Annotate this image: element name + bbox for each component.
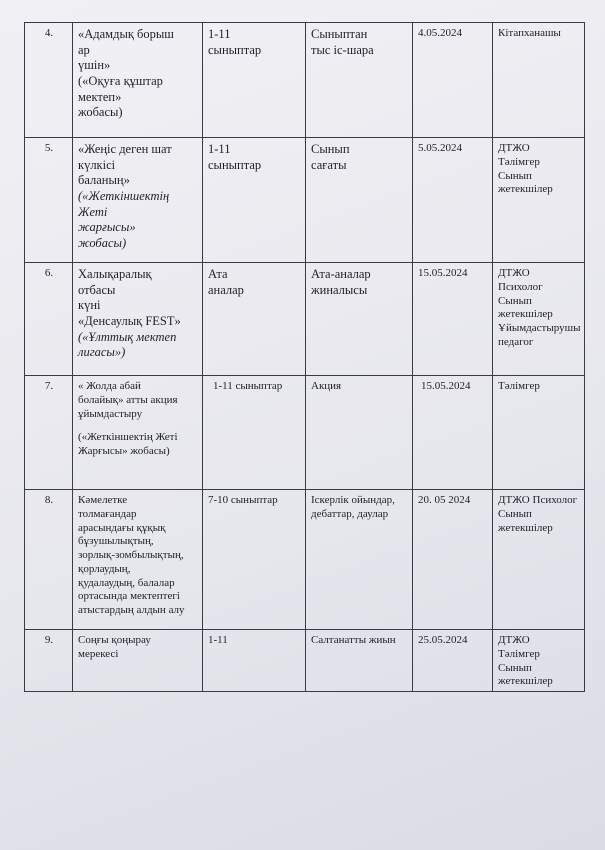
event-date: 20. 05 2024 xyxy=(413,490,493,630)
participants: 1-11 сыныптар xyxy=(203,376,306,490)
event-cell xyxy=(73,138,203,263)
table-row xyxy=(25,630,585,692)
event-name: Халықаралық отбасы күні «Денсаулық FEST» xyxy=(78,267,181,328)
participants: 1-11 сыныптар xyxy=(203,23,306,138)
responsible: Тәлімгер xyxy=(493,376,585,490)
row-number: 9. xyxy=(25,630,73,692)
event-date: 25.05.2024 xyxy=(413,630,493,692)
event-date: 15.05.2024 xyxy=(413,263,493,376)
event-form: Сынып сағаты xyxy=(306,138,413,263)
event-form: Салтанатты жиын xyxy=(306,630,413,692)
responsible: ДТЖО Тәлімгер Сынып жетекшілер xyxy=(493,138,585,263)
event-date: 4.05.2024 xyxy=(413,23,493,138)
row-number: 6. xyxy=(25,263,73,376)
event-name: « Жолда абай болайық» атты акция ұйымдастыру xyxy=(78,380,178,420)
participants: 1-11 xyxy=(203,630,306,692)
event-project: («Ұлттық мектеп лигасы») xyxy=(78,329,177,360)
row-number: 4. xyxy=(25,23,73,138)
table-row xyxy=(25,263,585,376)
table-row xyxy=(25,138,585,263)
responsible: ДТЖО Психолог Сынып жетекшілер xyxy=(493,490,585,630)
table-row xyxy=(25,376,585,490)
event-form: Акция xyxy=(306,376,413,490)
event-name: Кәмелетке толмағандар арасындағы құқық бұзушылықтың, зорлық-зомбылықтың, қорлаудың, қудалаудың, балалар ортасында мектептегі атыстардың алдын алу xyxy=(73,490,203,630)
event-date: 5.05.2024 xyxy=(413,138,493,263)
table-row xyxy=(25,490,585,630)
responsible: Кітапханашы xyxy=(493,23,585,138)
participants: 7-10 сыныптар xyxy=(203,490,306,630)
table-row xyxy=(25,23,585,138)
event-cell xyxy=(73,376,203,490)
event-date: 15.05.2024 xyxy=(413,376,493,490)
event-name: «Жеңіс деген шат күлкісі баланың» xyxy=(78,142,172,188)
row-number: 5. xyxy=(25,138,73,263)
event-project: («Жеткіншектің Жеті жарғысы» жобасы) xyxy=(78,188,170,250)
event-project: («Жеткіншектің Жеті Жарғысы» жобасы) xyxy=(78,431,178,457)
event-cell xyxy=(73,263,203,376)
event-form: Сыныптан тыс іс-шара xyxy=(306,23,413,138)
event-form: Ата-аналар жиналысы xyxy=(306,263,413,376)
event-form: Іскерлік ойындар, дебаттар, даулар xyxy=(306,490,413,630)
participants: Ата аналар xyxy=(203,263,306,376)
responsible: ДТЖО Тәлімгер Сынып жетекшілер xyxy=(493,630,585,692)
events-plan-table xyxy=(24,22,585,692)
row-number: 8. xyxy=(25,490,73,630)
row-number: 7. xyxy=(25,376,73,490)
participants: 1-11 сыныптар xyxy=(203,138,306,263)
event-name: «Адамдық борыш ар үшін» («Оқуға құштар мектеп» жобасы) xyxy=(73,23,203,138)
responsible: ДТЖО Психолог Сынып жетекшілер Ұйымдастырушы педагог xyxy=(493,263,585,376)
event-name: Соңғы қоңырау мерекесі xyxy=(73,630,203,692)
